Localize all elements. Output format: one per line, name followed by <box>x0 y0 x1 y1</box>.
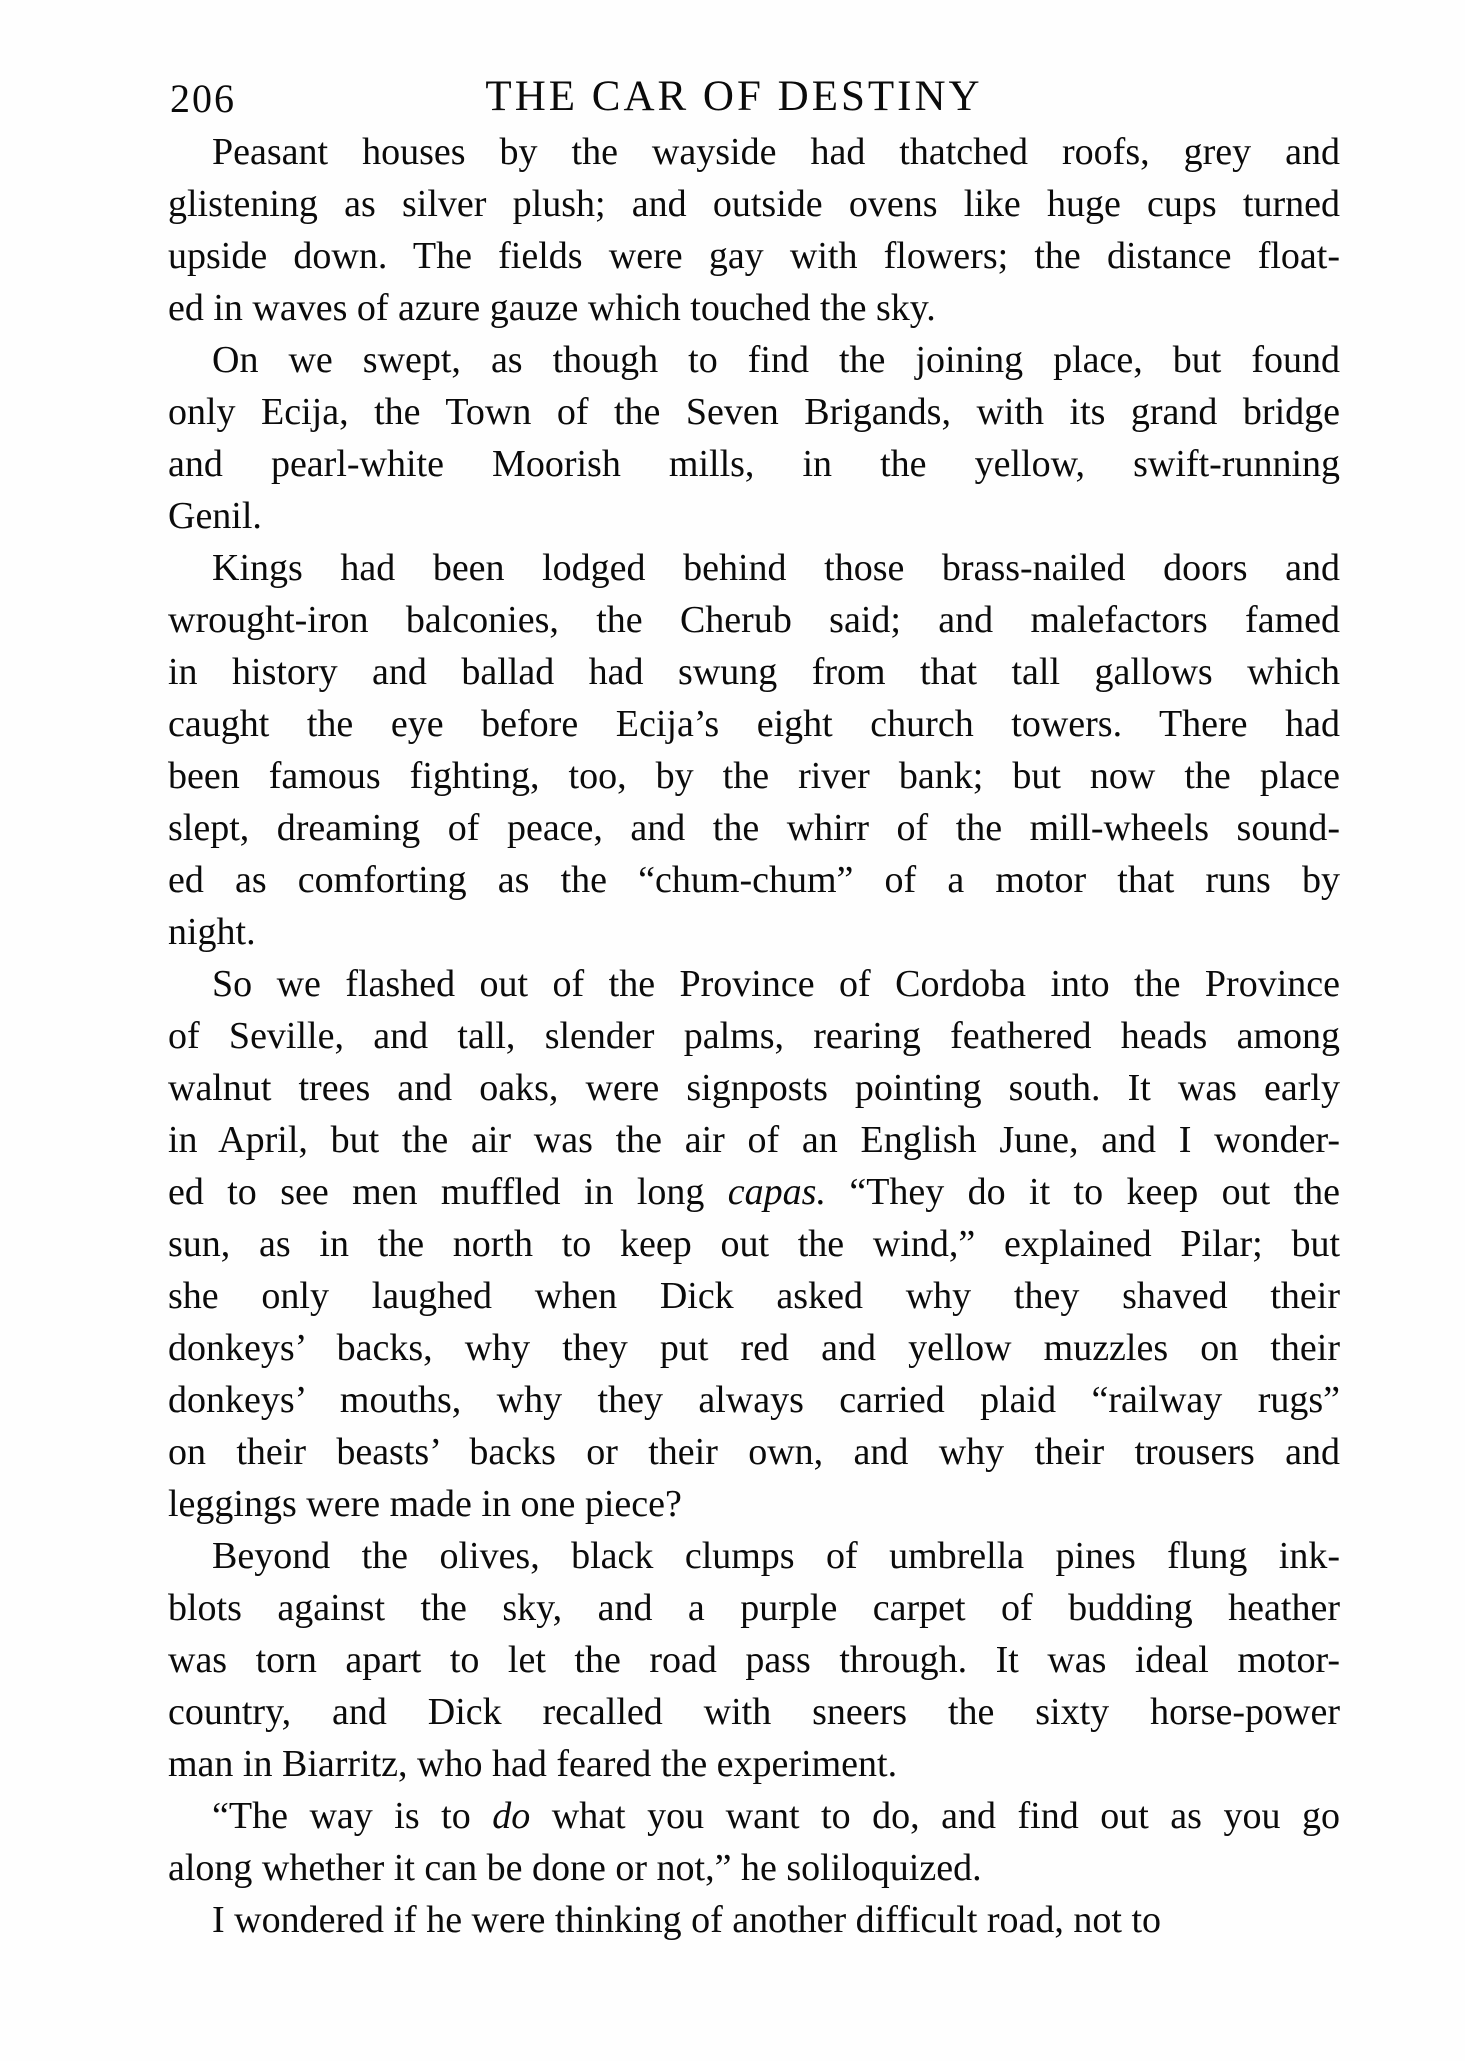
text-segment: upside down. The fields were gay with flowers; the distance float- <box>168 235 1340 277</box>
text-line <box>168 958 1340 1010</box>
paragraph <box>168 1894 1340 1946</box>
text-line <box>168 1010 1340 1062</box>
text-segment: in April, but the air was the air of an English June, and I wonder- <box>168 1119 1340 1161</box>
text-line <box>168 1114 1340 1166</box>
running-head <box>168 72 1340 124</box>
text-line <box>168 438 1340 490</box>
text-line <box>168 854 1340 906</box>
text-segment: leggings were made in one piece? <box>168 1483 682 1525</box>
text-segment: ed as comforting as the “chum-chum” of a motor that runs by <box>168 859 1340 901</box>
text-line <box>168 1062 1340 1114</box>
text-segment: and pearl-white Moorish mills, in the yellow, swift-running <box>168 443 1340 485</box>
text-line <box>168 1166 1340 1218</box>
text-line <box>168 1582 1340 1634</box>
text-segment: wrought-iron balconies, the Cherub said; and malefactors famed <box>168 599 1340 641</box>
text-segment: caught the eye before Ecija’s eight church towers. There had <box>168 703 1340 745</box>
text-line <box>168 802 1340 854</box>
text-line <box>168 1634 1340 1686</box>
text-segment: along whether it can be done or not,” he soliloquized. <box>168 1847 982 1889</box>
text-segment: On we swept, as though to find the joining place, but found <box>212 339 1340 381</box>
text-segment: in history and ballad had swung from that tall gallows which <box>168 651 1340 693</box>
italic-text: do <box>492 1795 531 1837</box>
text-line <box>168 698 1340 750</box>
text-segment: “The way is to <box>212 1795 493 1837</box>
text-segment: ed to see men muffled in long <box>168 1171 728 1213</box>
text-line <box>168 1374 1340 1426</box>
text-segment: donkeys’ mouths, why they always carried plaid “railway rugs” <box>168 1379 1340 1421</box>
text-segment: sun, as in the north to keep out the wind,” explained Pilar; but <box>168 1223 1340 1265</box>
text-line <box>168 1894 1340 1946</box>
text-line <box>168 542 1340 594</box>
text-block <box>168 126 1340 1946</box>
text-segment: man in Biarritz, who had feared the experiment. <box>168 1743 898 1785</box>
text-segment: walnut trees and oaks, were signposts pointing south. It was early <box>168 1067 1340 1109</box>
paragraph <box>168 542 1340 958</box>
text-line <box>168 646 1340 698</box>
paragraph <box>168 958 1340 1530</box>
paragraph <box>168 126 1340 334</box>
text-segment: blots against the sky, and a purple carpet of budding heather <box>168 1587 1340 1629</box>
text-line <box>168 1530 1340 1582</box>
text-line <box>168 1478 1340 1530</box>
text-line <box>168 1322 1340 1374</box>
page-number: 206 <box>170 76 236 121</box>
text-segment: of Seville, and tall, slender palms, rearing feathered heads among <box>168 1015 1340 1057</box>
text-segment: what you want to do, and find out as you go <box>530 1795 1340 1837</box>
text-line <box>168 386 1340 438</box>
text-segment: she only laughed when Dick asked why they shaved their <box>168 1275 1340 1317</box>
text-line <box>168 1790 1340 1842</box>
text-line <box>168 126 1340 178</box>
running-title: THE CAR OF DESTINY <box>485 73 983 120</box>
text-segment: slept, dreaming of peace, and the whirr of the mill-wheels sound- <box>168 807 1340 849</box>
text-segment: “They do it to keep out the <box>825 1171 1340 1213</box>
text-segment: So we flashed out of the Province of Cordoba into the Province <box>212 963 1340 1005</box>
italic-text: capas. <box>727 1171 826 1213</box>
text-line <box>168 178 1340 230</box>
text-segment: Peasant houses by the wayside had thatched roofs, grey and <box>212 131 1340 173</box>
text-segment: Kings had been lodged behind those brass-nailed doors and <box>212 547 1340 589</box>
text-line <box>168 594 1340 646</box>
text-line <box>168 1738 1340 1790</box>
text-segment: ed in waves of azure gauze which touched the sky. <box>168 287 936 329</box>
text-segment: been famous fighting, too, by the river bank; but now the place <box>168 755 1340 797</box>
text-line <box>168 750 1340 802</box>
text-segment: only Ecija, the Town of the Seven Brigands, with its grand bridge <box>168 391 1340 433</box>
text-segment: I wondered if he were thinking of another difficult road, not to <box>212 1899 1162 1941</box>
text-line <box>168 1686 1340 1738</box>
text-segment: Beyond the olives, black clumps of umbrella pines flung ink- <box>212 1535 1340 1577</box>
text-line <box>168 906 1340 958</box>
text-segment: donkeys’ backs, why they put red and yellow muzzles on their <box>168 1327 1340 1369</box>
text-segment: country, and Dick recalled with sneers the sixty horse-power <box>168 1691 1340 1733</box>
text-line <box>168 490 1340 542</box>
text-line <box>168 282 1340 334</box>
text-line <box>168 230 1340 282</box>
text-line <box>168 1218 1340 1270</box>
paragraph <box>168 1790 1340 1894</box>
text-line <box>168 1426 1340 1478</box>
paragraph <box>168 1530 1340 1790</box>
text-segment: on their beasts’ backs or their own, and why their trousers and <box>168 1431 1340 1473</box>
text-line <box>168 1270 1340 1322</box>
text-line <box>168 334 1340 386</box>
text-segment: glistening as silver plush; and outside ovens like huge cups turned <box>168 183 1340 225</box>
text-segment: Genil. <box>168 495 262 537</box>
text-segment: night. <box>168 911 256 953</box>
paragraph <box>168 334 1340 542</box>
text-segment: was torn apart to let the road pass through. It was ideal motor- <box>168 1639 1340 1681</box>
text-line <box>168 1842 1340 1894</box>
